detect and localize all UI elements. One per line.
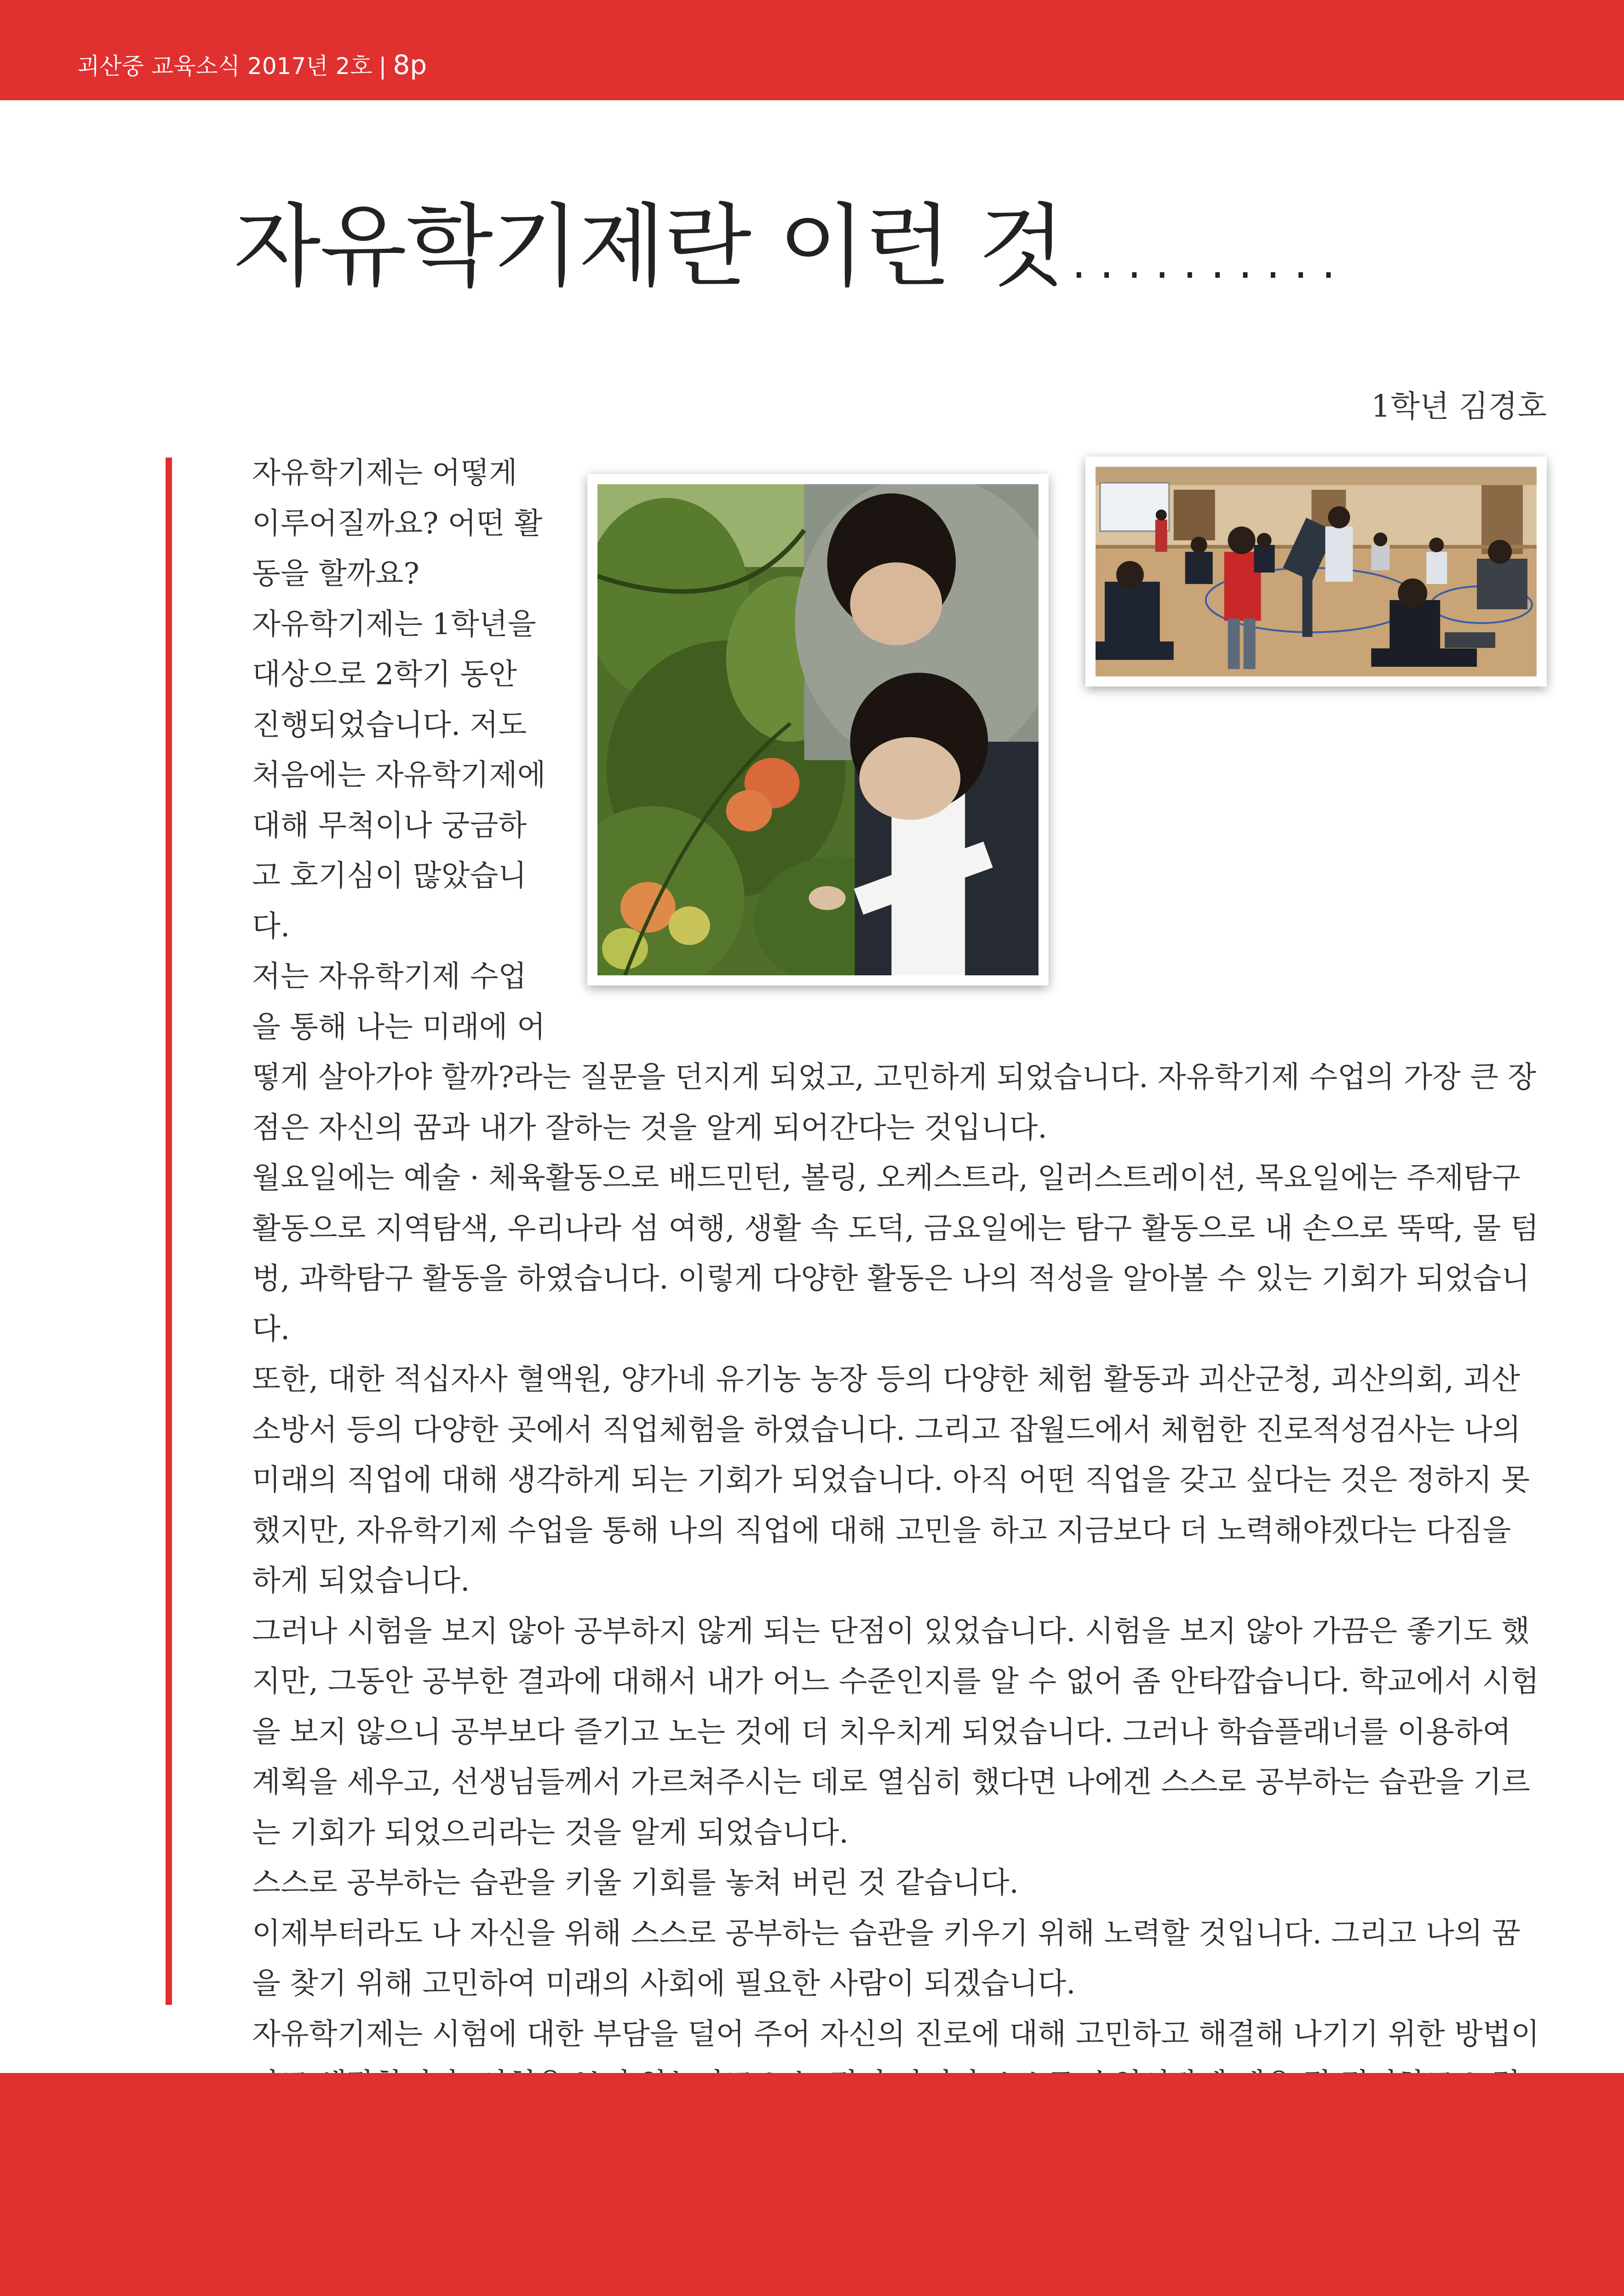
accent-line	[166, 458, 172, 2005]
photo-tomato-farm	[587, 474, 1049, 985]
article-title: 자유학기제란 이런 것..........	[234, 195, 1342, 299]
paragraph: 스스로 공부하는 습관을 키울 기회를 놓쳐 버린 것 같습니다.	[252, 1866, 1019, 1900]
photo-gym-activity	[1085, 457, 1547, 687]
footer-bar	[0, 2073, 1624, 2296]
paragraph: 저는 자유학기제 수업을 통해 나는 미래에 어떻게 살아가야 할까?라는 질문을 던지게 되었고, 고민하게 되었습니다. 자유학기제 수업의 가장 큰 장점은 자신의 꿈과 내가 잘하는 것을 알게 되어간다는 것입니다.	[252, 960, 1537, 1145]
header-bar	[0, 0, 1624, 100]
header-separator: |	[379, 53, 387, 80]
paragraph: 자유학기제는 어떻게 이루어질까요? 어떤 활동을 할까요?	[252, 456, 543, 591]
paragraph: 자유학기제는 1학년을 대상으로 2학기 동안 진행되었습니다. 저도 처음에는 자유학기제에 대해 무척이나 궁금하고 호기심이 많았습니다.	[252, 607, 546, 944]
paragraph: 자유학기제는 시험에 대한 부담을 덜어 주어 자신의 진로에 대해 고민하고 해결해 나기기 위한 방법이	[252, 2017, 1540, 2051]
header-text	[77, 49, 427, 80]
page-number: 8p	[393, 49, 427, 80]
paragraph: 그러나 시험을 보지 않아 공부하지 않게 되는 단점이 있었습니다. 시험을 보지 않아 가끔은 좋기도 했지만, 그동안 공부한 결과에 대해서 내가 어느 수준인지를 알 수 없어 좀 안타깝습니다. 학교에서 시험을 보지 않으니 공부보다 즐기고 노는 것에 더 치우치게 되었습니다. 그러나 학습플래너를 이용하여 계획을 세우고, 선생님들께서 가르쳐주시는 데로 열심히 했다면 나에겐 스스로 공부하는 습관을 기르는 기회가 되었으리라는 것을 알게 되었습니다.	[252, 1614, 1539, 1850]
article-author: 1학년 김경호	[1371, 389, 1547, 424]
paragraph: 또한, 대한 적십자사 혈액원, 양가네 유기농 농장 등의 다양한 체험 활동과 괴산군청, 괴산의회, 괴산소방서 등의 다양한 곳에서 직업체험을 하였습니다. 그리고 잡월드에서 체험한 진로적성검사는 나의 미래의 직업에 대해 생각하게 되는 기회가 되었습니다. 아직 어떤 직업을 갖고 싶다는 것은 정하지 못했지만, 자유학기제 수업을 통해 나의 직업에 대해 고민을 하고 지금보다 더 노력해야겠다는 다짐을 하게 되었습니다.	[252, 1363, 1530, 1598]
article-body	[252, 448, 1547, 2211]
paragraph: 월요일에는 예술 · 체육활동으로 배드민턴, 볼링, 오케스트라, 일러스트레이션, 목요일에는 주제탐구 활동으로 지역탐색, 우리나라 섬 여행, 생활 속 도덕, 금요일에는 탐구 활동으로 내 손으로 뚝딱, 물 텀벙, 과학탐구 활동을 하였습니다. 이렇게 다양한 활동은 나의 적성을 알아볼 수 있는 기회가 되었습니다.	[252, 1161, 1539, 1346]
publication-name: 괴산중 교육소식 2017년 2호	[77, 53, 373, 80]
paragraph: 이제부터라도 나 자신을 위해 스스로 공부하는 습관을 키우기 위해 노력할 것입니다. 그리고 나의 꿈을 찾기 위해 고민하여 미래의 사회에 필요한 사람이 되겠습니다.	[252, 1916, 1521, 2001]
